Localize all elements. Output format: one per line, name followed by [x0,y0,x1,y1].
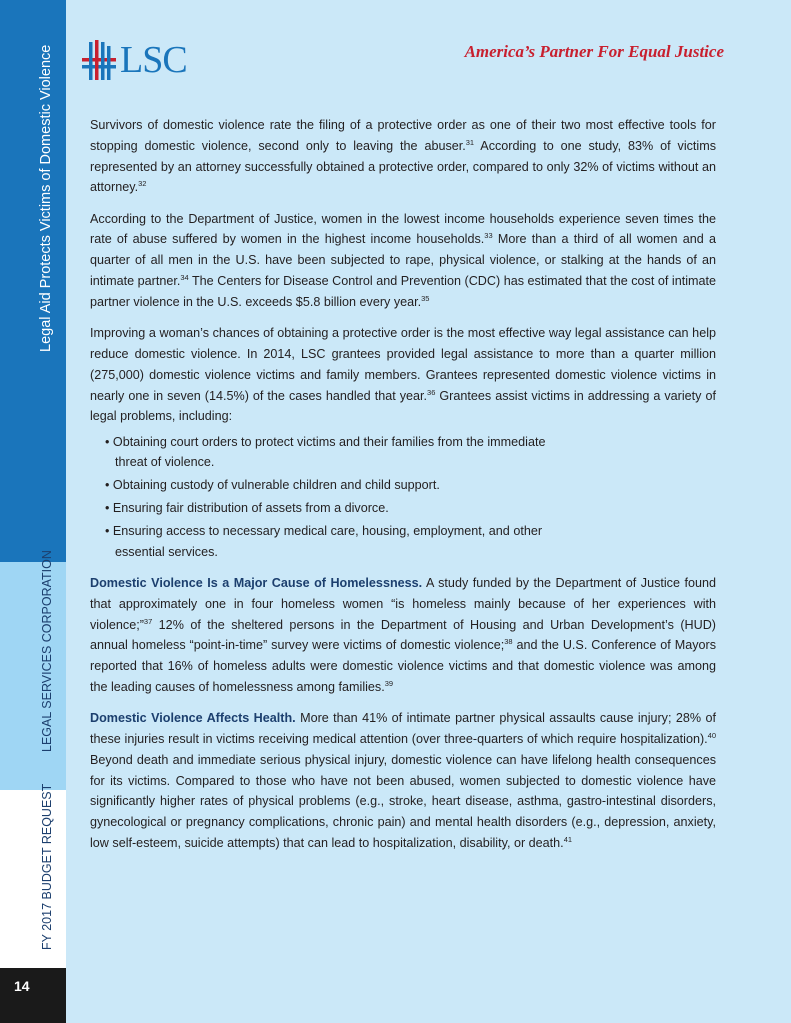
text-run: More than a third of all women and a quarter of all men in the U.S. have been subjected to rape, physical violence, or stalking at the hands of an intimate partner. [90,232,716,289]
footnote-ref: 31 [465,137,475,147]
footnote-ref: 35 [421,293,430,303]
paragraph-2 [90,209,716,313]
footnote-ref: 40 [707,730,716,740]
text-run: The Centers for Disease Control and Prevention (CDC) has estimated that the cost of intimate partner violence in the U.S. exceeds $5.8 billion every year. [90,274,716,309]
paragraph-3 [90,323,716,427]
footnote-ref: 36 [427,387,436,397]
sidebar-white-band [0,790,66,968]
list-item: • Obtaining court orders to protect victims and their families from the immediate threat of violence. [105,434,546,470]
footnote-ref: 34 [180,272,189,282]
paragraph-5 [90,708,716,854]
logo-text: LSC [120,39,187,81]
body-text [90,115,716,864]
report-name: FY 2017 BUDGET REQUEST [40,783,54,950]
footnote-ref: 41 [563,834,573,844]
footnote-ref: 39 [384,678,394,688]
sidebar [0,0,66,1023]
text-run: A study funded by the Department of Justice found that approximately one in four homeless women “is homeless mainly because of her experiences with violence;” [90,575,716,632]
sidebar-page-band [0,968,66,1023]
footnote-ref: 33 [484,231,493,241]
text-run: Improving a woman’s chances of obtaining a protective order is the most effective way legal assistance can help reduce domestic violence. In 2014, LSC grantees provided legal assistance to more than a quarter million (275,000) domestic violence victims and family members. Grantees represented domestic violence victims in nearly one in seven (14.5%) of the cases handled that year. [90,326,716,403]
footnote-ref: 32 [138,179,147,189]
list-item: • Ensuring access to necessary medical care, housing, employment, and other essential services. [105,523,543,559]
run-in-heading: Domestic Violence Is a Major Cause of Homelessness. [90,575,423,590]
text-run: Grantees assist victims in addressing a variety of legal problems, including: [90,388,716,424]
section-title: Legal Aid Protects Victims of Domestic Violence [38,44,54,352]
text-run: Beyond death and immediate serious physical injury, domestic violence can have lifelong health consequences for its victims. Compared to those who have not been abused, women subjected to domestic violence have significantly higher rates of physical problems (e.g., stroke, heart disease, asthma, gastro-intestinal disorders, gynecological or pregnancy complications, chronic pain) and mental health disorders (e.g., depression, anxiety, low self-esteem, suicide attempts) that can lead to hospitalization, disability, or death. [90,752,716,850]
text-run: According to one study, 83% of victims represented by an attorney successfully obtained a protective order, compared to only 32% of victims without an attorney. [90,138,716,195]
organization-name: LEGAL SERVICES CORPORATION [40,550,54,752]
list-item: • Obtaining custody of vulnerable children and child support. [105,478,440,493]
paragraph-4 [90,573,716,698]
text-run: More than 41% of intimate partner physical assaults cause injury; 28% of these injuries result in victims receiving medical attention (over three-quarters of which require hospitalization). [90,711,716,747]
footnote-ref: 37 [143,616,153,626]
text-run: Survivors of domestic violence rate the filing of a protective order as one of their two most effective tools for stopping domestic violence, second only to leaving the abuser. [90,118,716,153]
bullet-list [90,432,716,563]
run-in-heading: Domestic Violence Affects Health. [90,711,296,726]
footnote-ref: 38 [504,637,513,647]
paragraph-1 [90,115,716,198]
text-run: 12% of the sheltered persons in the Department of Housing and Urban Development’s (HUD) annual homeless “point-in-time” survey were victims of domestic violence; [90,617,716,653]
list-item: • Ensuring fair distribution of assets from a divorce. [105,501,389,516]
text-run: and the U.S. Conference of Mayors reported that 16% of homeless adults were domestic violence victims and that domestic violence was among the leading causes of homelessness among families. [90,638,716,694]
tagline: America’s Partner For Equal Justice [464,42,724,61]
page-number: 14 [14,978,30,994]
sidebar-blue-band [0,0,66,562]
text-run: According to the Department of Justice, women in the lowest income households experience seven times the rate of abuse suffered by women in the highest income households. [90,211,716,247]
sidebar-light-band [0,562,66,790]
